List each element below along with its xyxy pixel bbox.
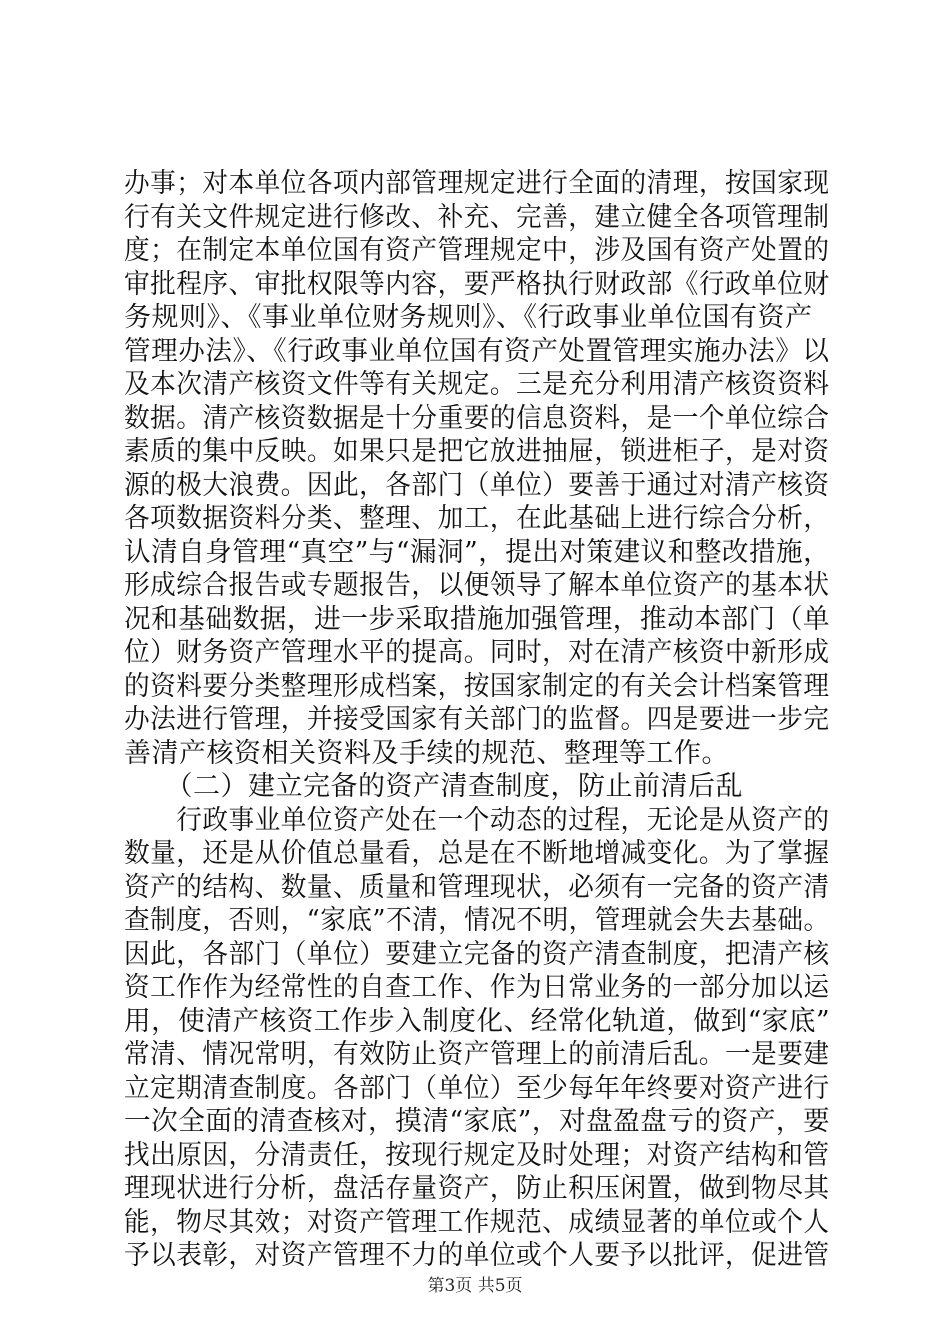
text-line: 的资料要分类整理形成档案，按国家制定的有关会计档案管理 bbox=[124, 670, 830, 702]
text-line: 资产的结构、数量、质量和管理现状，必须有一完备的资产清 bbox=[124, 871, 830, 903]
text-line: （二）建立完备的资产清查制度，防止前清后乱 bbox=[124, 771, 743, 802]
text-line: 形成综合报告或专题报告，以便领导了解本单位资产的基本状 bbox=[124, 570, 830, 601]
text-line: 常清、情况常明，有效防止资产管理上的前清后乱。一是要建 bbox=[124, 1039, 830, 1070]
text-line: 况和基础数据，进一步采取措施加强管理，推动本部门（单 bbox=[124, 603, 830, 635]
text-line: 素质的集中反映。如果只是把它放进抽屉，锁进柜子，是对资 bbox=[124, 436, 830, 467]
text-line: 认清自身管理“真空”与“漏洞”，提出对策建议和整改措施， bbox=[124, 536, 831, 568]
text-line: 行政事业单位资产处在一个动态的过程，无论是从资产的 bbox=[124, 804, 830, 836]
text-line: 办事；对本单位各项内部管理规定进行全面的清理，按国家现 bbox=[124, 168, 830, 199]
text-line: 立定期清查制度。各部门（单位）至少每年年终要对资产进行 bbox=[124, 1072, 830, 1104]
text-line: 查制度，否则，“家底”不清，情况不明，管理就会失去基础。 bbox=[124, 905, 830, 936]
text-line: 资工作作为经常性的自查工作、作为日常业务的一部分加以运 bbox=[124, 972, 830, 1003]
text-line: 源的极大浪费。因此，各部门（单位）要善于通过对清产核资 bbox=[124, 469, 830, 501]
text-line: 能，物尽其效；对资产管理工作规范、成绩显著的单位或个人 bbox=[124, 1206, 830, 1238]
text-line: 各项数据资料分类、整理、加工，在此基础上进行综合分析， bbox=[124, 503, 830, 534]
text-line: 及本次清产核资文件等有关规定。三是充分利用清产核资资料 bbox=[124, 369, 830, 400]
page-footer: 第3页 共5页 bbox=[427, 1276, 523, 1296]
text-line: 予以表彰，对资产管理不力的单位或个人要予以批评，促进管 bbox=[124, 1240, 830, 1271]
text-line: 度；在制定本单位国有资产管理规定中，涉及国有资产处置的 bbox=[124, 235, 830, 266]
text-line: 善清产核资相关资料及手续的规范、整理等工作。 bbox=[124, 737, 729, 769]
text-line: 审批程序、审批权限等内容，要严格执行财政部《行政单位财 bbox=[124, 268, 830, 300]
text-line: 一次全面的清查核对，摸清“家底”，对盘盈盘亏的资产，要 bbox=[124, 1106, 831, 1137]
text-line: 数据。清产核资数据是十分重要的信息资料，是一个单位综合 bbox=[124, 402, 830, 434]
text-line: 因此，各部门（单位）要建立完备的资产清查制度，把清产核 bbox=[124, 938, 830, 970]
text-line: 用，使清产核资工作步入制度化、经常化轨道，做到“家底” bbox=[124, 1005, 831, 1037]
text-line: 管理办法》、《行政事业单位国有资产处置管理实施办法》以 bbox=[124, 335, 830, 367]
text-line: 行有关文件规定进行修改、补充、完善，建立健全各项管理制 bbox=[124, 201, 830, 233]
text-line: 办法进行管理，并接受国家有关部门的监督。四是要进一步完 bbox=[124, 704, 830, 735]
text-line: 找出原因，分清责任，按现行规定及时处理；对资产结构和管 bbox=[124, 1139, 830, 1171]
text-line: 位）财务资产管理水平的提高。同时，对在清产核资中新形成 bbox=[124, 637, 830, 668]
text-line: 理现状进行分析，盘活存量资产，防止积压闲置，做到物尽其 bbox=[124, 1173, 830, 1204]
text-line: 数量，还是从价值总量看，总是在不断地增减变化。为了掌握 bbox=[124, 838, 830, 869]
text-line: 务规则》、《事业单位财务规则》、《行政事业单位国有资产 bbox=[124, 302, 813, 333]
